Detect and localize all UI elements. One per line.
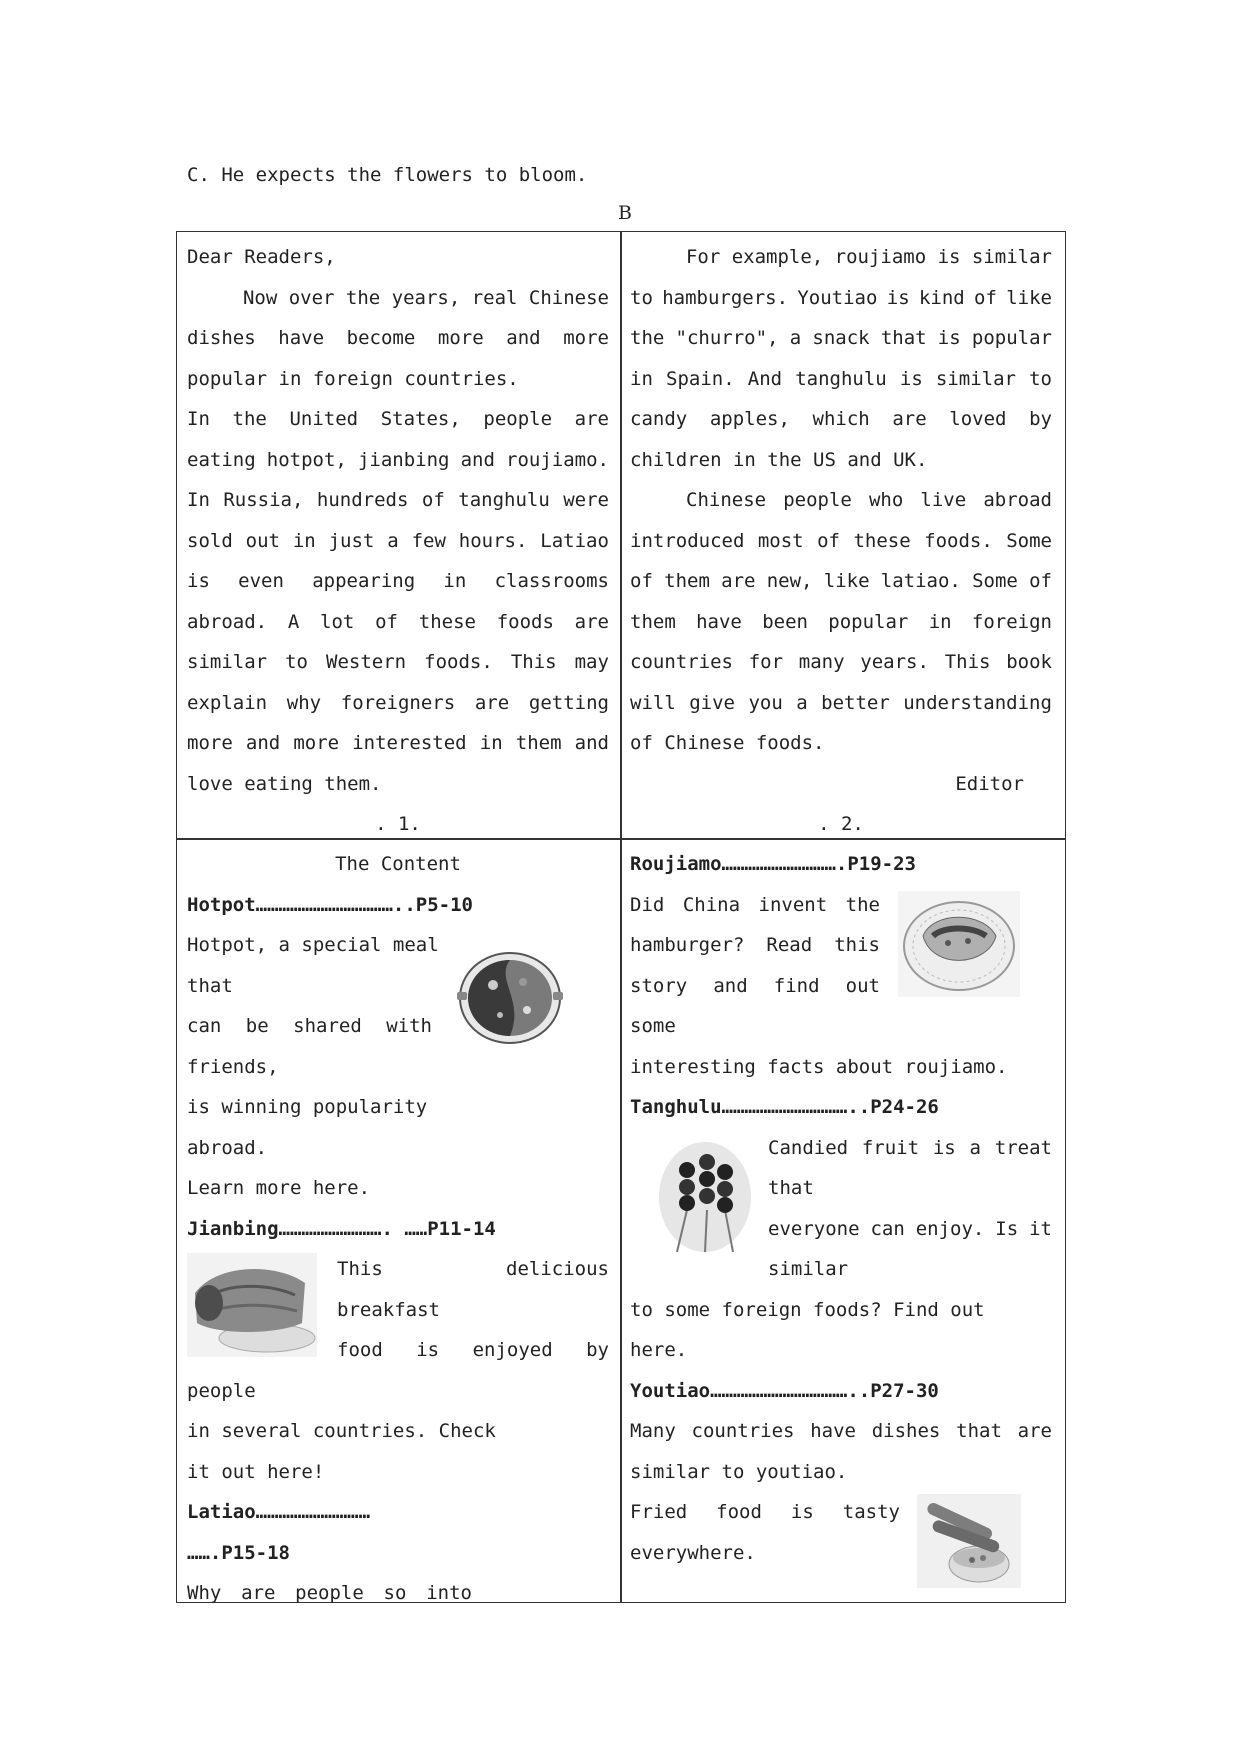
page-number: . 1.	[375, 813, 421, 835]
hotpot-image	[455, 940, 565, 1050]
jianbing-line: food is enjoyed by	[337, 1339, 609, 1361]
letter-line: In Russia, hundreds of tanghulu were	[187, 489, 609, 511]
letter-line: popular in foreign countries.	[187, 367, 519, 390]
tanghulu-line: similar	[768, 1258, 849, 1280]
roujiamo-line: some	[630, 1015, 676, 1037]
letter-line: eating hotpot, jianbing and roujiamo.	[187, 448, 609, 471]
letter-line: explain why foreigners are getting	[187, 691, 609, 714]
roujiamo-title: Roujiamo………………………….P19-23	[630, 853, 916, 875]
contents-heading: The Content	[335, 853, 461, 875]
roujiamo-image	[898, 891, 1020, 997]
jianbing-line: breakfast	[337, 1298, 440, 1321]
latiao-title-cont: …….P15-18	[187, 1541, 290, 1564]
letter-line: will give you a better understanding	[630, 691, 1052, 714]
youtiao-image	[917, 1494, 1021, 1588]
jianbing-line: This delicious	[337, 1258, 609, 1280]
jianbing-title: Jianbing………………………. ……P11-14	[187, 1217, 496, 1240]
letter-line: Now over the years, real Chinese	[242, 286, 609, 309]
youtiao-line: everywhere.	[630, 1541, 756, 1564]
hotpot-line: Hotpot, a special meal	[187, 934, 439, 956]
hotpot-title: Hotpot………………………………..P5-10	[187, 893, 473, 916]
letter-line: the "churro", a snack that is popular	[630, 327, 1052, 349]
tanghulu-line: here.	[630, 1339, 688, 1361]
letter-line: In the United States, people are	[187, 408, 609, 430]
letter-line: to hamburgers. Youtiao is kind of like	[630, 286, 1052, 309]
tanghulu-line: Candied fruit is a treat	[768, 1136, 1052, 1159]
editor-signoff: Editor	[955, 772, 1024, 795]
page-number: . 2.	[818, 813, 864, 835]
cell-editor-note	[630, 237, 1052, 845]
intro-option-c: C. He expects the flowers to bloom.	[187, 164, 588, 186]
hotpot-line: that	[187, 974, 233, 997]
youtiao-line: Fried food is tasty	[630, 1501, 900, 1523]
cell-dear-readers	[187, 237, 609, 845]
tanghulu-image	[657, 1140, 753, 1254]
section-label: B	[618, 202, 632, 224]
hotpot-line: is winning popularity	[187, 1096, 428, 1118]
letter-line: of them are new, like latiao. Some of	[630, 570, 1052, 592]
youtiao-title: Youtiao………………………………..P27-30	[630, 1379, 939, 1402]
jianbing-line: it out here!	[187, 1460, 325, 1483]
letter-line: children in the US and UK.	[630, 448, 928, 471]
latiao-line: Why are people so into	[187, 1582, 472, 1604]
hotpot-line: abroad.	[187, 1136, 268, 1159]
letter-line: candy apples, which are loved by	[630, 408, 1052, 430]
greeting: Dear Readers,	[187, 246, 336, 268]
letter-line: of Chinese foods.	[630, 732, 825, 754]
tanghulu-line: that	[768, 1177, 814, 1199]
table-divider-vertical	[620, 231, 622, 1603]
letter-line: Chinese people who live abroad	[686, 489, 1052, 511]
roujiamo-line: Did China invent the	[630, 893, 880, 916]
latiao-title: Latiao…………………………	[187, 1501, 371, 1523]
letter-line: similar to Western foods. This may	[187, 651, 609, 673]
letter-line: For example, roujiamo is similar	[685, 246, 1052, 268]
youtiao-line: Many countries have dishes that are	[630, 1420, 1052, 1442]
letter-line: countries for many years. This book	[630, 651, 1052, 673]
letter-line: love eating them.	[187, 772, 382, 795]
letter-line: is even appearing in classrooms	[187, 570, 609, 592]
tanghulu-line: everyone can enjoy. Is it	[768, 1217, 1052, 1240]
hotpot-line: friends,	[187, 1055, 279, 1078]
roujiamo-line: story and find out	[630, 974, 880, 997]
jianbing-line: in several countries. Check	[187, 1420, 496, 1442]
letter-line: abroad. A lot of these foods are	[187, 610, 609, 633]
youtiao-line: similar to youtiao.	[630, 1460, 848, 1483]
tanghulu-title: Tanghulu……………………………..P24-26	[630, 1096, 939, 1118]
letter-line: introduced most of these foods. Some	[630, 529, 1052, 552]
hotpot-line: Learn more here.	[187, 1177, 371, 1199]
tanghulu-line: to some foreign foods? Find out	[630, 1298, 985, 1321]
letter-line: in Spain. And tanghulu is similar to	[630, 367, 1052, 390]
hotpot-line: can be shared with	[187, 1015, 432, 1037]
jianbing-line: people	[187, 1379, 256, 1402]
letter-line: dishes have become more and more	[187, 327, 609, 349]
letter-line: sold out in just a few hours. Latiao	[187, 529, 609, 552]
letter-line: more and more interested in them and	[187, 732, 609, 754]
jianbing-image	[187, 1253, 317, 1357]
roujiamo-line: interesting facts about roujiamo.	[630, 1055, 1008, 1078]
roujiamo-line: hamburger? Read this	[630, 934, 880, 956]
letter-line: them have been popular in foreign	[630, 610, 1052, 633]
